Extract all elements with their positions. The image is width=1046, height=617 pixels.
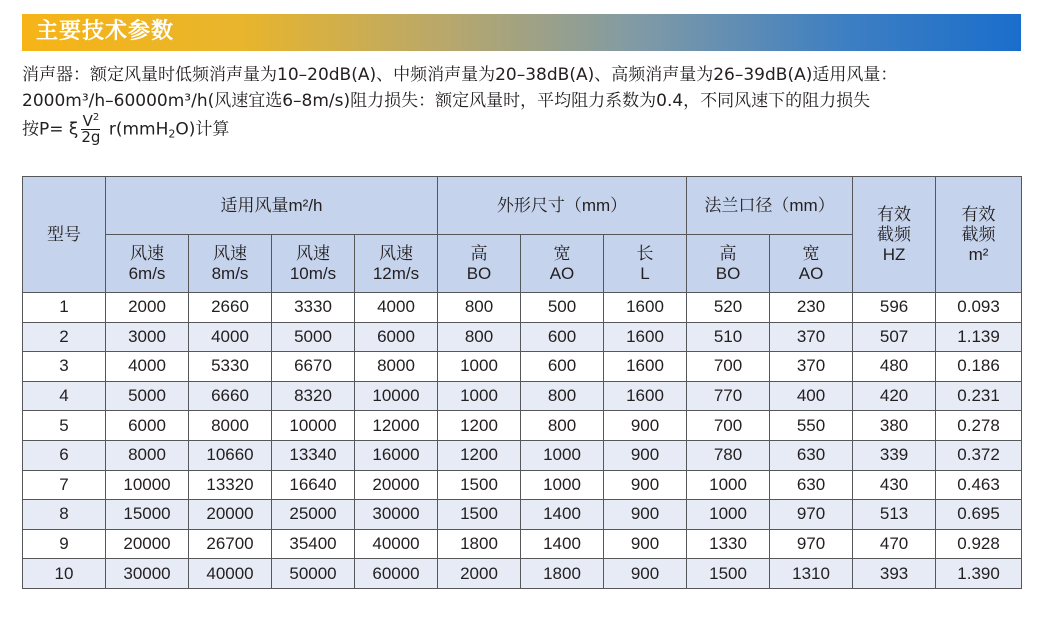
table-cell: 10000 (106, 470, 189, 500)
formula-subscript: 2 (168, 127, 176, 141)
table-cell: 700 (687, 352, 770, 382)
table-cell: 700 (687, 411, 770, 441)
table-cell: 60000 (355, 559, 438, 589)
intro-line-1: 消声器：额定风量时低频消声量为10–20dB(A)、中频消声量为20–38dB(A)、高频消声量为26–39dB(A)适用风量： (22, 65, 898, 85)
header-airflow-12: 风速 12m/s (355, 235, 438, 293)
table-cell: 1800 (438, 529, 521, 559)
table-cell: 900 (604, 529, 687, 559)
table-cell: 1.139 (936, 322, 1022, 352)
table-cell: 230 (770, 293, 853, 323)
header-dims-length: 长 L (604, 235, 687, 293)
table-cell: 0.928 (936, 529, 1022, 559)
table-cell: 430 (853, 470, 936, 500)
table-cell-model: 2 (23, 322, 106, 352)
table-cell: 393 (853, 559, 936, 589)
table-cell: 480 (853, 352, 936, 382)
table-cell: 10000 (272, 411, 355, 441)
table-cell: 0.372 (936, 440, 1022, 470)
table-cell: 30000 (106, 559, 189, 589)
formula-suffix: O)计算 (175, 119, 230, 140)
table-cell: 40000 (355, 529, 438, 559)
table-cell: 0.186 (936, 352, 1022, 382)
header-effective-freq-hz: 有效 截频 HZ (853, 177, 936, 293)
table-cell: 20000 (355, 470, 438, 500)
table-cell: 1500 (438, 470, 521, 500)
table-cell: 6670 (272, 352, 355, 382)
table-cell-model: 1 (23, 293, 106, 323)
table-cell-model: 4 (23, 381, 106, 411)
table-cell: 800 (438, 322, 521, 352)
header-dims-height: 高 BO (438, 235, 521, 293)
table-cell: 1800 (521, 559, 604, 589)
table-cell: 513 (853, 500, 936, 530)
table-cell: 600 (521, 322, 604, 352)
table-cell: 630 (770, 440, 853, 470)
table-cell: 800 (438, 293, 521, 323)
table-cell: 10000 (355, 381, 438, 411)
table-cell: 8000 (355, 352, 438, 382)
table-cell: 1600 (604, 381, 687, 411)
table-cell: 12000 (355, 411, 438, 441)
table-row (23, 411, 1022, 441)
table-row (23, 559, 1022, 589)
table-cell: 2000 (438, 559, 521, 589)
spec-table (22, 176, 1022, 589)
table-cell: 1000 (687, 500, 770, 530)
table-cell: 520 (687, 293, 770, 323)
table-cell: 1000 (438, 381, 521, 411)
header-model: 型号 (23, 177, 106, 293)
table-cell: 380 (853, 411, 936, 441)
table-cell: 4000 (189, 322, 272, 352)
table-cell: 10660 (189, 440, 272, 470)
table-cell: 507 (853, 322, 936, 352)
table-cell: 5330 (189, 352, 272, 382)
table-cell: 0.695 (936, 500, 1022, 530)
table-cell-model: 5 (23, 411, 106, 441)
spec-table-body (23, 293, 1022, 589)
table-cell: 40000 (189, 559, 272, 589)
table-cell: 470 (853, 529, 936, 559)
intro-line-3 (22, 114, 1032, 148)
header-dims-group: 外形尺寸（mm） (438, 177, 687, 235)
table-cell: 339 (853, 440, 936, 470)
table-cell: 780 (687, 440, 770, 470)
section-banner (22, 14, 1021, 51)
table-cell: 1.390 (936, 559, 1022, 589)
table-cell-model: 9 (23, 529, 106, 559)
table-cell: 1000 (521, 470, 604, 500)
table-cell: 900 (604, 470, 687, 500)
table-cell: 6000 (355, 322, 438, 352)
table-cell: 370 (770, 352, 853, 382)
intro-line-2: 2000m³/h–60000m³/h(风速宜选6–8m/s)阻力损失：额定风量时，平均阻力系数为0.4，不同风速下的阻力损失 (22, 91, 871, 111)
intro-text (22, 62, 1032, 148)
header-airflow-group: 适用风量m²/h (106, 177, 438, 235)
table-cell-model: 6 (23, 440, 106, 470)
formula-prefix: 按P= ξ (22, 119, 79, 140)
table-cell-model: 3 (23, 352, 106, 382)
table-cell: 1600 (604, 293, 687, 323)
table-cell: 510 (687, 322, 770, 352)
table-cell: 35400 (272, 529, 355, 559)
table-cell: 900 (604, 500, 687, 530)
table-cell: 4000 (106, 352, 189, 382)
header-flange-width: 宽 AO (770, 235, 853, 293)
table-cell: 0.463 (936, 470, 1022, 500)
table-cell: 2660 (189, 293, 272, 323)
fraction-num-exponent: 2 (92, 112, 100, 123)
table-row (23, 440, 1022, 470)
table-cell: 630 (770, 470, 853, 500)
formula-mid: r(mmH (103, 119, 169, 140)
table-cell: 900 (604, 440, 687, 470)
table-cell: 1330 (687, 529, 770, 559)
table-cell: 600 (521, 352, 604, 382)
table-cell-model: 7 (23, 470, 106, 500)
table-cell: 30000 (355, 500, 438, 530)
table-cell: 13320 (189, 470, 272, 500)
table-cell: 970 (770, 500, 853, 530)
table-cell: 20000 (189, 500, 272, 530)
table-cell: 1400 (521, 500, 604, 530)
fraction-denominator: 2g (81, 128, 101, 146)
table-cell: 5000 (272, 322, 355, 352)
header-airflow-8: 风速 8m/s (189, 235, 272, 293)
table-cell: 13340 (272, 440, 355, 470)
table-cell: 370 (770, 322, 853, 352)
table-cell: 15000 (106, 500, 189, 530)
table-cell: 1400 (521, 529, 604, 559)
table-cell: 20000 (106, 529, 189, 559)
table-cell: 1600 (604, 352, 687, 382)
table-cell: 770 (687, 381, 770, 411)
table-cell-model: 8 (23, 500, 106, 530)
table-cell: 16640 (272, 470, 355, 500)
table-cell: 16000 (355, 440, 438, 470)
table-cell: 26700 (189, 529, 272, 559)
table-cell: 0.093 (936, 293, 1022, 323)
header-effective-area-m2: 有效 截频 m² (936, 177, 1022, 293)
table-cell: 800 (521, 381, 604, 411)
table-cell: 800 (521, 411, 604, 441)
table-cell: 1600 (604, 322, 687, 352)
table-row (23, 381, 1022, 411)
table-cell: 900 (604, 411, 687, 441)
table-row (23, 293, 1022, 323)
table-cell: 420 (853, 381, 936, 411)
table-cell: 1310 (770, 559, 853, 589)
table-row (23, 529, 1022, 559)
table-cell: 1000 (521, 440, 604, 470)
header-flange-height: 高 BO (687, 235, 770, 293)
table-cell: 400 (770, 381, 853, 411)
table-cell: 8000 (106, 440, 189, 470)
header-airflow-6: 风速 6m/s (106, 235, 189, 293)
table-cell: 1200 (438, 411, 521, 441)
table-cell: 3000 (106, 322, 189, 352)
table-cell: 2000 (106, 293, 189, 323)
table-cell: 1200 (438, 440, 521, 470)
table-cell: 1000 (687, 470, 770, 500)
table-cell: 1500 (687, 559, 770, 589)
table-cell: 50000 (272, 559, 355, 589)
table-cell: 550 (770, 411, 853, 441)
table-cell: 5000 (106, 381, 189, 411)
fraction-num-base: V (82, 112, 93, 130)
table-cell: 1000 (438, 352, 521, 382)
table-row (23, 470, 1022, 500)
table-row (23, 352, 1022, 382)
table-cell: 596 (853, 293, 936, 323)
section-title: 主要技术参数 (36, 19, 175, 44)
table-cell: 8000 (189, 411, 272, 441)
table-cell: 8320 (272, 381, 355, 411)
table-cell: 0.278 (936, 411, 1022, 441)
table-cell: 900 (604, 559, 687, 589)
table-row (23, 322, 1022, 352)
table-cell: 970 (770, 529, 853, 559)
table-cell: 3330 (272, 293, 355, 323)
table-cell: 0.231 (936, 381, 1022, 411)
table-row (23, 500, 1022, 530)
table-cell: 6660 (189, 381, 272, 411)
header-airflow-10: 风速 10m/s (272, 235, 355, 293)
table-cell: 25000 (272, 500, 355, 530)
header-flange-group: 法兰口径（mm） (687, 177, 853, 235)
table-cell: 4000 (355, 293, 438, 323)
formula-fraction (81, 114, 100, 145)
header-dims-width: 宽 AO (521, 235, 604, 293)
table-cell: 500 (521, 293, 604, 323)
table-cell-model: 10 (23, 559, 106, 589)
table-cell: 1500 (438, 500, 521, 530)
table-cell: 6000 (106, 411, 189, 441)
